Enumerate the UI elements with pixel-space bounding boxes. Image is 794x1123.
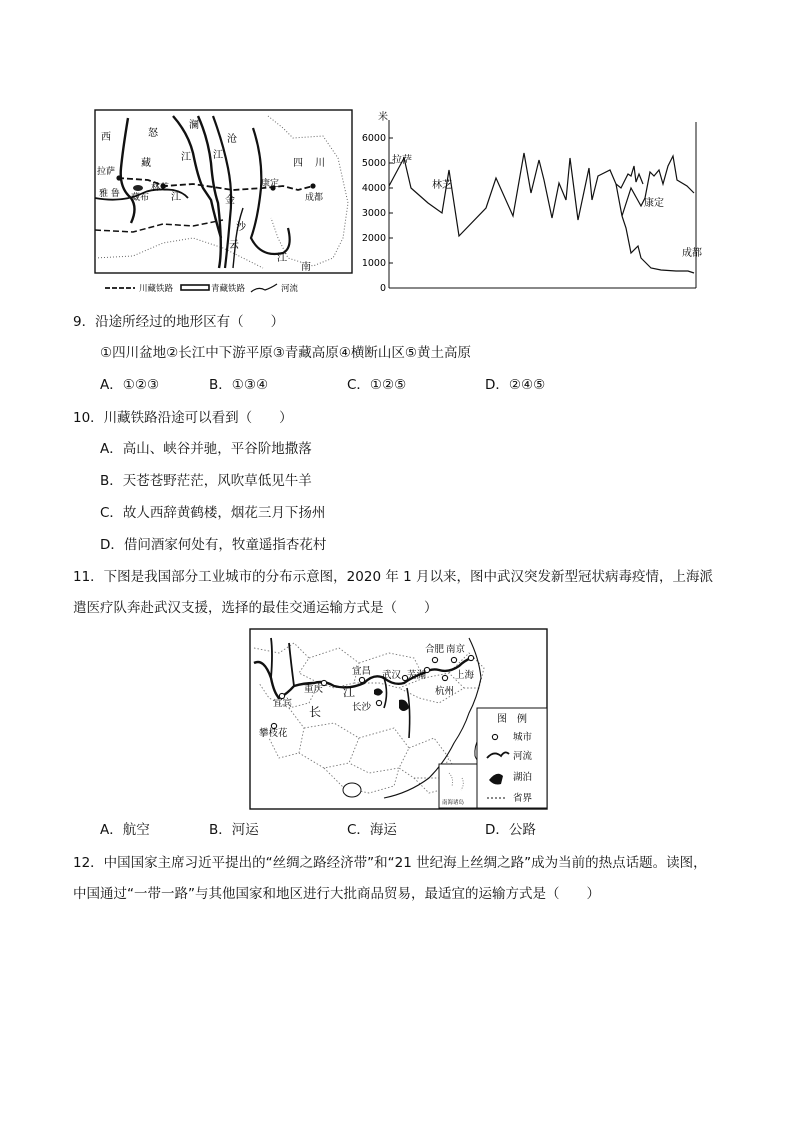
option-c[interactable]: C．故人西辞黄鹤楼，烟花三月下扬州: [100, 505, 326, 521]
svg-text:南: 南: [301, 262, 311, 273]
svg-text:云: 云: [229, 240, 239, 251]
profile-unit: 米: [378, 112, 388, 123]
question-11-stem-cont: 遣医疗队奔赴武汉支援，选择的最佳交通运输方式是（ ）: [73, 600, 438, 616]
elevation-profile: [356, 108, 702, 298]
svg-text:5000: 5000: [361, 158, 386, 169]
option-c[interactable]: C．①②⑤: [347, 377, 407, 393]
question-12-stem: 12．中国国家主席习近平提出的“丝绸之路经济带”和“21 世纪海上丝绸之路”成为当前的热点话题。读图，: [73, 855, 707, 871]
option-d[interactable]: D．借问酒家何处有，牧童遥指杏花村: [100, 537, 327, 553]
svg-text:城市: 城市: [513, 732, 533, 743]
option-b[interactable]: B．河运: [209, 822, 259, 838]
option-a[interactable]: A．①②③: [100, 377, 160, 393]
svg-text:上海: 上海: [455, 670, 475, 681]
svg-text:康定: 康定: [644, 198, 664, 209]
svg-text:1000: 1000: [361, 258, 386, 269]
svg-text:青藏铁路: 青藏铁路: [211, 284, 246, 294]
svg-text:藏: 藏: [141, 158, 151, 169]
svg-text:宜宾: 宜宾: [273, 698, 293, 709]
svg-text:林芝: 林芝: [151, 183, 170, 193]
svg-text:南京: 南京: [446, 644, 466, 655]
railway-map: [93, 108, 355, 298]
svg-text:武汉: 武汉: [382, 670, 402, 681]
svg-text:图 例: 图 例: [497, 714, 527, 725]
svg-text:林芝: 林芝: [432, 180, 452, 191]
svg-text:沙: 沙: [236, 222, 246, 233]
svg-text:宜昌: 宜昌: [352, 666, 372, 677]
svg-text:江: 江: [171, 192, 181, 203]
map-legend: [105, 283, 299, 294]
question-11-stem: 11．下图是我国部分工业城市的分布示意图，2020 年 1 月以来，图中武汉突发新型冠状病毒疫情，上海派: [73, 569, 713, 585]
svg-text:重庆: 重庆: [304, 684, 324, 695]
question-12-stem-cont: 中国通过“一带一路”与其他国家和地区进行大批商品贸易，最适宜的运输方式是（ ）: [73, 886, 600, 902]
map-label: 西: [101, 132, 111, 143]
svg-text:6000: 6000: [361, 133, 386, 144]
svg-text:4000: 4000: [361, 183, 386, 194]
svg-text:雅 鲁: 雅 鲁: [99, 189, 120, 199]
option-a[interactable]: A．航空: [100, 822, 150, 838]
option-d[interactable]: D．②④⑤: [485, 377, 546, 393]
svg-text:川: 川: [315, 158, 325, 169]
svg-text:芜湖: 芜湖: [407, 670, 427, 681]
svg-text:江: 江: [277, 253, 287, 264]
option-b[interactable]: B．①③④: [209, 377, 269, 393]
svg-text:合肥: 合肥: [425, 644, 445, 655]
question-9-sub: ①四川盆地②长江中下游平原③青藏高原④横断山区⑤黄土高原: [100, 345, 472, 361]
svg-text:3000: 3000: [361, 208, 386, 219]
option-c[interactable]: C．海运: [347, 822, 397, 838]
svg-text:省界: 省界: [513, 793, 533, 804]
svg-text:四: 四: [293, 158, 303, 169]
svg-text:2000: 2000: [361, 233, 386, 244]
svg-text:长沙: 长沙: [352, 702, 372, 713]
question-9-stem: 9．沿途所经过的地形区有（ ）: [73, 314, 285, 330]
question-10-stem: 10．川藏铁路沿途可以看到（ ）: [73, 410, 293, 426]
svg-text:湖泊: 湖泊: [513, 772, 533, 783]
svg-text:怒: 怒: [148, 128, 158, 139]
svg-text:澜: 澜: [189, 120, 199, 131]
svg-text:攀枝花: 攀枝花: [259, 728, 288, 739]
lhasa-dot: [116, 175, 121, 180]
svg-text:金: 金: [225, 195, 235, 206]
inset-label: 南海诸岛: [442, 800, 465, 806]
svg-text:杭州: 杭州: [435, 686, 455, 697]
svg-text:江: 江: [213, 150, 223, 161]
svg-text:成都: 成都: [305, 193, 324, 203]
svg-text:长: 长: [309, 705, 322, 719]
option-b[interactable]: B．天苍苍野茫茫，风吹草低见牛羊: [100, 473, 312, 489]
svg-text:藏布: 藏布: [131, 193, 150, 203]
profile-line: [389, 153, 694, 236]
svg-text:沧: 沧: [227, 134, 237, 145]
map2-legend: [477, 708, 547, 808]
svg-text:江: 江: [181, 152, 191, 163]
industrial-cities-map: [249, 628, 549, 811]
svg-text:康定: 康定: [261, 179, 280, 189]
profile-label: 拉萨: [392, 155, 412, 166]
svg-text:川藏铁路: 川藏铁路: [139, 284, 174, 294]
option-d[interactable]: D．公路: [485, 822, 536, 838]
svg-text:河流: 河流: [513, 751, 533, 762]
svg-text:河流: 河流: [281, 284, 299, 294]
svg-text:0: 0: [379, 283, 386, 294]
svg-text:成都: 成都: [682, 248, 702, 259]
option-a[interactable]: A．高山、峡谷并驰，平谷阶地撒落: [100, 441, 312, 457]
svg-text:江: 江: [343, 685, 356, 699]
svg-text:拉萨: 拉萨: [97, 167, 116, 177]
